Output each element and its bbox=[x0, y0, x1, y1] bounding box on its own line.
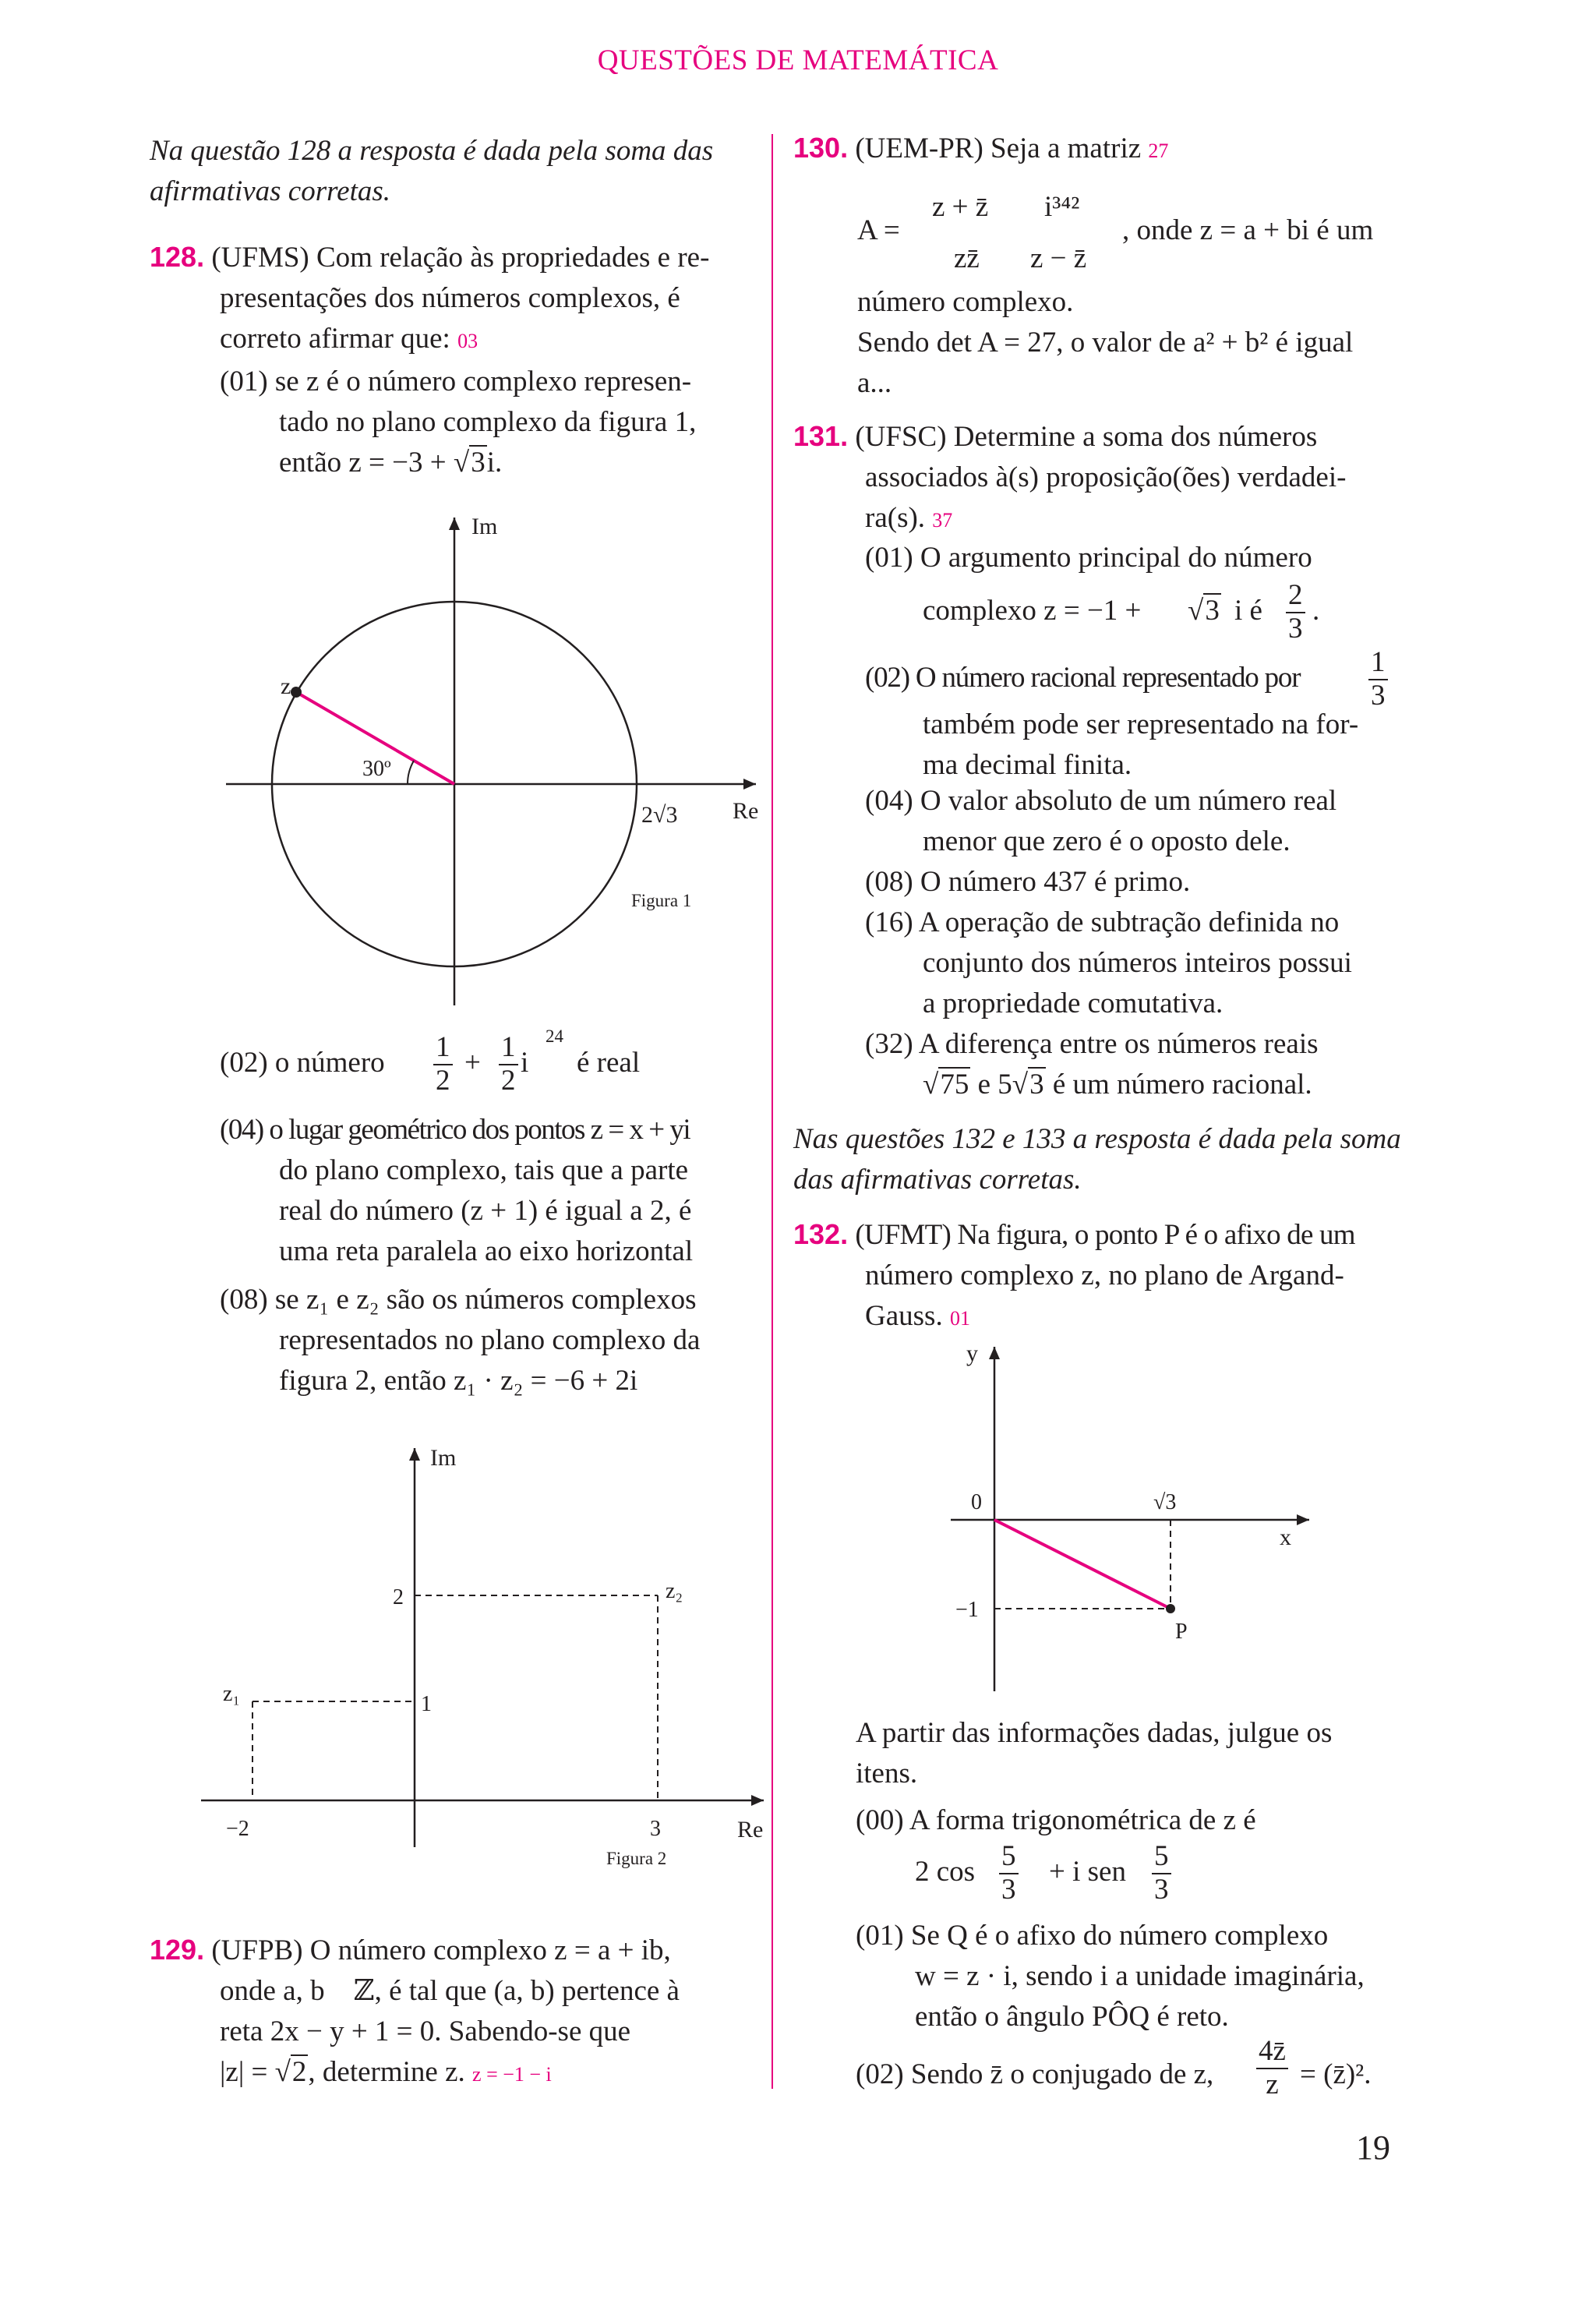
point-z bbox=[291, 687, 302, 698]
question-number: 128. bbox=[150, 241, 205, 273]
question-129: 129. (UFPB) O número complexo z = a + ib, onde a, b ℤ, é tal que (a, b) pertence à reta 2x − y + 1 = 0. Sabendo-se que |z| = √2, determine z. z = −1 − i bbox=[150, 1930, 765, 2095]
q128-item08-a: (08) se z₁ e z₂ são os números complexos bbox=[220, 1284, 697, 1316]
question-number: 132. bbox=[793, 1218, 849, 1250]
label-re: Re bbox=[737, 1817, 764, 1842]
plus-sign: + bbox=[464, 1047, 481, 1079]
fraction: $\frac{1}{3}$ bbox=[1368, 647, 1388, 712]
q132-text bbox=[856, 1713, 1425, 1841]
sqrt-radicand: 2 bbox=[291, 2056, 307, 2088]
figure-caption: Figura 2 bbox=[606, 1849, 667, 1868]
answer-key: z = −1 − i bbox=[472, 2063, 552, 2086]
q132-item00-a: (00) A forma trigonométrica de z é bbox=[856, 1804, 1256, 1836]
cos-text: 2 cos bbox=[915, 1856, 976, 1888]
fraction: $\frac{5}{3}$ bbox=[999, 1841, 1019, 1906]
q130-line-c: número complexo. bbox=[857, 286, 1074, 318]
imaginary-axis-arrow bbox=[449, 518, 460, 530]
exponent: 24 bbox=[546, 1026, 563, 1046]
q128-line-b: presentações dos números complexos, é bbox=[220, 282, 680, 314]
q130-line-b: , onde z = a + bi é um bbox=[1122, 214, 1374, 246]
q131-item01-b: complexo z = −1 + bbox=[923, 595, 1142, 627]
q128-item08 bbox=[220, 1280, 765, 1401]
q128-item01-a: (01) se z é o número complexo represen- bbox=[220, 366, 692, 397]
imaginary-axis-arrow bbox=[409, 1448, 420, 1461]
q131-item01-a: (01) O argumento principal do número bbox=[865, 542, 1312, 574]
q131-item02-rest bbox=[923, 705, 1453, 786]
label-im: Im bbox=[430, 1445, 457, 1471]
q131-item32-a: (32) A diferença entre os números reais bbox=[865, 1028, 1319, 1060]
question-number: 129. bbox=[150, 1934, 205, 1966]
q130-line-e: a... bbox=[857, 367, 892, 399]
q129-line-b: onde a, b ℤ, é tal que (a, b) pertence à bbox=[220, 1975, 680, 2007]
q130-text bbox=[857, 282, 1418, 404]
q131-item08: (08) O número 437 é primo. bbox=[865, 866, 1191, 898]
matrix-block bbox=[857, 187, 1418, 281]
figure-2 bbox=[195, 1434, 772, 1878]
imaginary-unit: i bbox=[521, 1047, 529, 1079]
label-y2: 2 bbox=[393, 1585, 404, 1609]
real-axis-arrow bbox=[751, 1795, 764, 1806]
q128-item04-c: real do número (z + 1) é igual a 2, é bbox=[279, 1195, 692, 1227]
question-number: 130. bbox=[793, 132, 849, 164]
fraction: $\frac{2}{3}$ bbox=[1286, 580, 1305, 645]
label-y1: 1 bbox=[421, 1692, 432, 1716]
q128-line-c: correto afirmar que: bbox=[220, 323, 450, 355]
fraction: $\frac{5}{3}$ bbox=[1152, 1841, 1171, 1906]
matrix-entry: z + z̄ bbox=[932, 191, 989, 223]
y-axis-arrow bbox=[989, 1347, 1000, 1359]
matrix-label: A = bbox=[857, 214, 900, 246]
q131-line-a: (UFSC) Determine a soma dos números bbox=[855, 421, 1318, 453]
page-header: QUESTÕES DE MATEMÁTICA bbox=[597, 44, 999, 76]
label-y: y bbox=[966, 1341, 978, 1366]
label-z1: z₁ bbox=[223, 1682, 241, 1706]
q129-line-c: reta 2x − y + 1 = 0. Sabendo-se que bbox=[220, 2016, 631, 2047]
column-divider bbox=[772, 134, 773, 2089]
q131-item04-a: (04) O valor absoluto de um número real bbox=[865, 785, 1337, 817]
page-number: 19 bbox=[1356, 2129, 1390, 2167]
q132-line-d: A partir das informações dadas, julgue os bbox=[856, 1717, 1333, 1749]
q131-line-c: ra(s). bbox=[865, 502, 926, 534]
q128-item01-d: i. bbox=[486, 447, 503, 479]
q131-item02-b: também pode ser representado na for- bbox=[923, 708, 1359, 740]
q128-item08-b: representados no plano complexo da bbox=[279, 1324, 701, 1356]
question-132 bbox=[793, 1214, 1417, 1339]
matrix-entry: i³⁴² bbox=[1044, 191, 1080, 223]
intro-128: Na questão 128 a resposta é dada pela soma das afirmativas corretas. bbox=[150, 135, 714, 207]
q128-item04-a: (04) o lugar geométrico dos pontos z = x + yi bbox=[220, 1114, 690, 1146]
q131-item01-line2: complexo z = −1 + √3 i é $\frac{2}{3}$ . bbox=[923, 579, 1320, 645]
label-x: x bbox=[1280, 1524, 1291, 1550]
figure-1 bbox=[218, 507, 764, 1013]
q130-line-d: Sendo det A = 27, o valor de a² + b² é igual bbox=[857, 327, 1354, 359]
sqrt-radicand: 3 bbox=[471, 447, 486, 479]
q132-item01-c: então o ângulo PÔQ é reto. bbox=[915, 2001, 1229, 2033]
q128-item04-b: do plano complexo, tais que a parte bbox=[279, 1154, 689, 1186]
matrix-entry: zz̄ bbox=[954, 242, 980, 274]
fraction: $\frac{1}{2}$ bbox=[499, 1032, 518, 1097]
point-p bbox=[1166, 1604, 1175, 1613]
figure-caption: Figura 1 bbox=[631, 891, 692, 910]
q131-item01-c: i é bbox=[1234, 595, 1262, 627]
real-axis-arrow bbox=[743, 779, 756, 790]
q129-line-d1: |z| = bbox=[220, 2056, 268, 2088]
q131-line-b: associados à(s) proposição(ões) verdadei- bbox=[865, 461, 1347, 493]
q130-line-a: (UEM-PR) Seja a matriz bbox=[855, 132, 1142, 164]
q132-item01 bbox=[856, 1916, 1432, 2037]
q132-item02 bbox=[856, 2033, 1432, 2103]
matrix-entry: z − z̄ bbox=[1030, 242, 1087, 274]
answer-key: 27 bbox=[1148, 140, 1169, 162]
label-re: Re bbox=[733, 798, 759, 824]
label-angle: 30º bbox=[362, 757, 391, 781]
q128-item04-d: uma reta paralela ao eixo horizontal bbox=[279, 1235, 694, 1267]
sqrt-radicand: 3 bbox=[1029, 1069, 1044, 1101]
answer-key: 03 bbox=[457, 330, 478, 352]
label-x3: 3 bbox=[650, 1817, 661, 1841]
q128-item01-c: então z = −3 + bbox=[279, 447, 447, 479]
question-number: 131. bbox=[793, 420, 849, 452]
q131-item04-b: menor que zero é o oposto dele. bbox=[923, 825, 1291, 857]
q131-item32-e: e 5 bbox=[977, 1069, 1012, 1101]
question-130 bbox=[793, 128, 1417, 171]
answer-key: 01 bbox=[949, 1307, 970, 1330]
q132-item01-b: w = z · i, sendo i a unidade imaginária, bbox=[915, 1960, 1365, 1992]
fraction: $\frac{1}{2}$ bbox=[433, 1032, 453, 1097]
answer-key: 37 bbox=[932, 509, 953, 532]
sqrt-radicand: 75 bbox=[940, 1069, 969, 1101]
q128-item08-c: figura 2, então z₁ · z₂ = −6 + 2i bbox=[279, 1365, 638, 1397]
q131-item02 bbox=[865, 646, 1442, 712]
q128-item04 bbox=[220, 1110, 765, 1272]
figure-132 bbox=[943, 1333, 1317, 1699]
q129-line-a: (UFPB) O número complexo z = a + ib, bbox=[211, 1934, 671, 1966]
q132-item02-b: = (z̄)². bbox=[1300, 2058, 1372, 2090]
intro-132: Nas questões 132 e 133 a resposta é dada pela soma das afirmativas corretas. bbox=[793, 1123, 1401, 1196]
label-neg1: −1 bbox=[955, 1598, 979, 1622]
label-z2: z₂ bbox=[666, 1579, 683, 1603]
period: . bbox=[1312, 595, 1320, 627]
label-x-neg2: −2 bbox=[226, 1817, 249, 1841]
q132-item01-a: (01) Se Q é o afixo do número complexo bbox=[856, 1920, 1329, 1952]
label-z: z bbox=[281, 673, 291, 699]
label-origin: 0 bbox=[971, 1490, 982, 1514]
q131-item32-b: é um número racional. bbox=[1052, 1069, 1312, 1101]
q128-item02-a: (02) o número bbox=[220, 1047, 385, 1079]
label-radius: 2√3 bbox=[641, 802, 678, 828]
angle-arc bbox=[408, 761, 414, 784]
vector-p bbox=[994, 1520, 1171, 1609]
question-128: 128. (UFMS) Com relação às propriedades e re- presentações dos números complexos, é correto afirmar que: 03 (01) se z é o número complexo represen- tado no plano complexo da figura 1, então z = −3 + √3i. bbox=[150, 237, 765, 483]
q132-line-a: (UFMT) Na figura, o ponto P é o afixo de um bbox=[855, 1219, 1355, 1251]
q128-line-a: (UFMS) Com relação às propriedades e re- bbox=[211, 242, 710, 274]
q128-item01-b: tado no plano complexo da figura 1, bbox=[279, 406, 697, 438]
label-im: Im bbox=[471, 514, 498, 539]
q131-item16-c: a propriedade comutativa. bbox=[923, 987, 1223, 1019]
q131-item01 bbox=[865, 538, 1426, 578]
sqrt-radicand: 3 bbox=[1205, 595, 1220, 627]
q132-line-c: Gauss. bbox=[865, 1300, 943, 1332]
q131-item02-c: ma decimal finita. bbox=[923, 749, 1132, 781]
q128-item02 bbox=[220, 1021, 765, 1107]
q129-line-d2: , determine z. bbox=[308, 2056, 465, 2088]
label-p: P bbox=[1175, 1620, 1188, 1644]
q131-item16-b: conjunto dos números inteiros possui bbox=[923, 947, 1352, 979]
sen-text: + i sen bbox=[1049, 1856, 1126, 1888]
q132-item02-a: (02) Sendo z̄ o conjugado de z, bbox=[856, 2058, 1214, 2090]
q131-item02-a: (02) O número racional representado por bbox=[865, 662, 1301, 694]
q131-items: (04) O valor absoluto de um número real menor que zero é o oposto dele. (08) O número 437 é primo. (16) A operação de subtração definida no conjunto dos números inteiros possui a propriedade comutativa. (32) A diferença entre os números reais √75 e 5√3 é um número racional. bbox=[865, 781, 1442, 1105]
fraction: $\frac{4z̄}{z}$ bbox=[1256, 2036, 1288, 2100]
question-131 bbox=[793, 416, 1417, 541]
label-sqrt3: √3 bbox=[1153, 1490, 1177, 1514]
q132-line-b: número complexo z, no plano de Argand- bbox=[865, 1259, 1344, 1291]
q132-line-e: itens. bbox=[856, 1758, 918, 1789]
q128-item02-b: é real bbox=[577, 1047, 641, 1079]
x-axis-arrow bbox=[1297, 1514, 1309, 1525]
q132-item00-formula bbox=[915, 1841, 1429, 1911]
q131-item16-a: (16) A operação de subtração definida no bbox=[865, 906, 1340, 938]
